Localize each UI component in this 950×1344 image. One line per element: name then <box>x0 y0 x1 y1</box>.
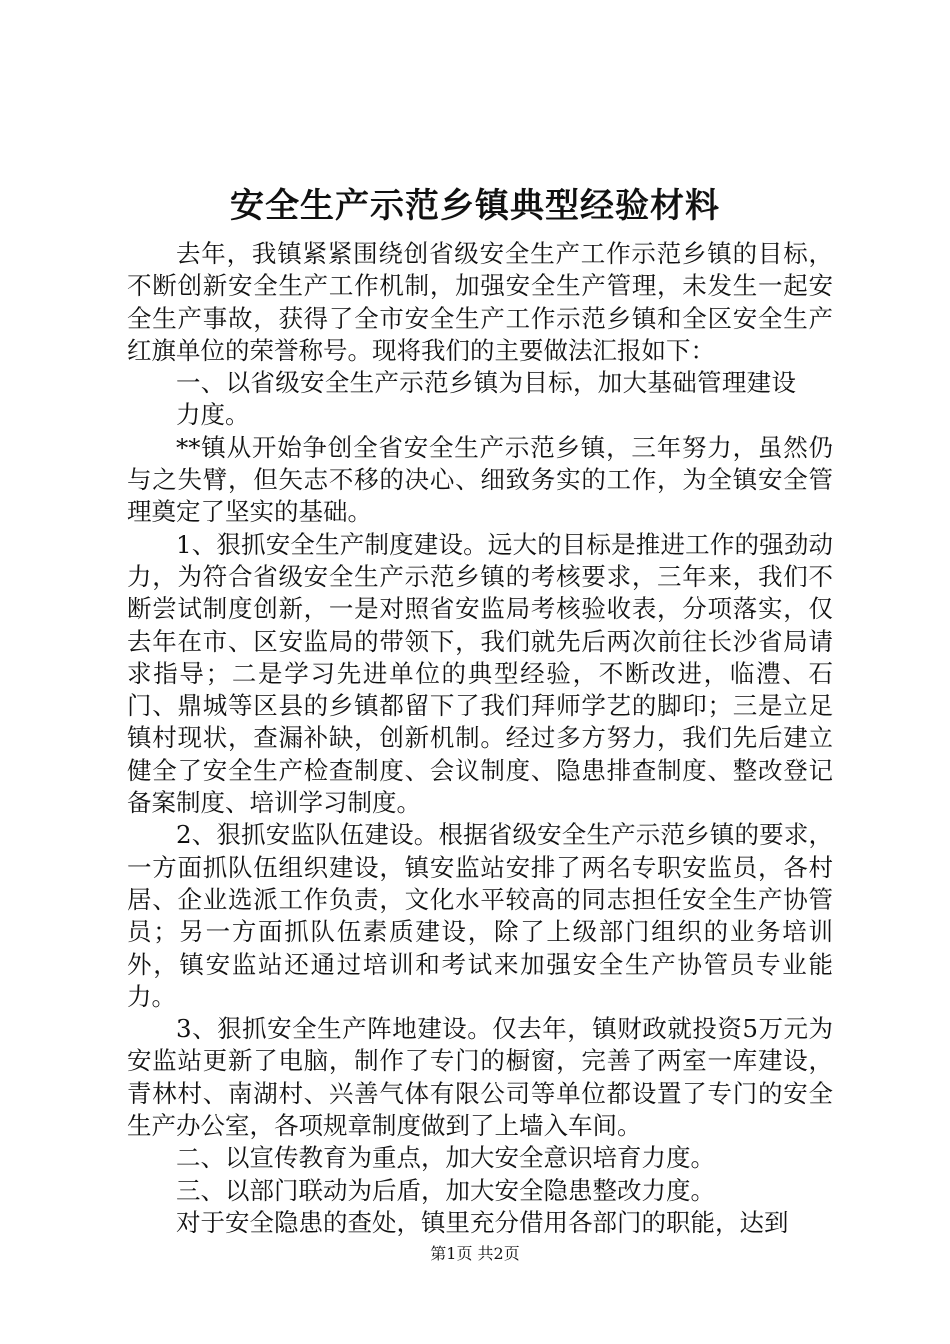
body-paragraph: 2、狠抓安监队伍建设。根据省级安全生产示范乡镇的要求，一方面抓队伍组织建设，镇安监站安排了两名专职安监员，各村居、企业选派工作负责，文化水平较高的同志担任安全生产协管员；另一方面抓队伍素质建设，除了上级部门组织的业务培训外，镇安监站还通过培训和考试来加强安全生产协管员专业能力。 <box>127 820 833 1011</box>
section-heading-3: 三、以部门联动为后盾，加大安全隐患整改力度。 <box>176 1175 715 1205</box>
body-paragraph: 3、狠抓安全生产阵地建设。仅去年，镇财政就投资5万元为安监站更新了电脑，制作了专门的橱窗，完善了两室一库建设，青林村、南湖村、兴善气体有限公司等单位都设置了专门的安全生产办公室，各项规章制度做到了上墙入车间。 <box>127 1014 833 1141</box>
body-paragraph: 1、狠抓安全生产制度建设。远大的目标是推进工作的强劲动力，为符合省级安全生产示范乡镇的考核要求，三年来，我们不断尝试制度创新，一是对照省安监局考核验收表，分项落实，仅去年在市、区安监局的带领下，我们就先后两次前往长沙省局请求指导；二是学习先进单位的典型经验，不断改进，临澧、石门、鼎城等区县的乡镇都留下了我们拜师学艺的脚印；三是立足镇村现状，查漏补缺，创新机制。经过多方努力，我们先后建立健全了安全生产检查制度、会议制度、隐患排查制度、整改登记备案制度、培训学习制度。 <box>127 529 833 818</box>
section-heading-2: 二、以宣传教育为重点，加大安全意识培育力度。 <box>176 1143 715 1173</box>
section-heading-1: 一、以省级安全生产示范乡镇为目标，加大基础管理建设力度。 <box>176 368 796 430</box>
document-title: 安全生产示范乡镇典型经验材料 <box>230 186 720 226</box>
body-paragraph: 对于安全隐患的查处，镇里充分借用各部门的职能，达到 <box>176 1207 789 1237</box>
intro-paragraph: 去年，我镇紧紧围绕创省级安全生产工作示范乡镇的目标，不断创新安全生产工作机制，加强安全生产管理，未发生一起安全生产事故，获得了全市安全生产工作示范乡镇和全区安全生产红旗单位的荣誉称号。现将我们的主要做法汇报如下： <box>127 239 833 365</box>
document-body <box>127 238 833 1239</box>
page-footer: 第1页 共2页 <box>430 1244 520 1263</box>
body-paragraph: **镇从开始争创全省安全生产示范乡镇，三年努力，虽然仍与之失臂，但矢志不移的决心、细致务实的工作，为全镇安全管理奠定了坚实的基础。 <box>127 432 833 527</box>
